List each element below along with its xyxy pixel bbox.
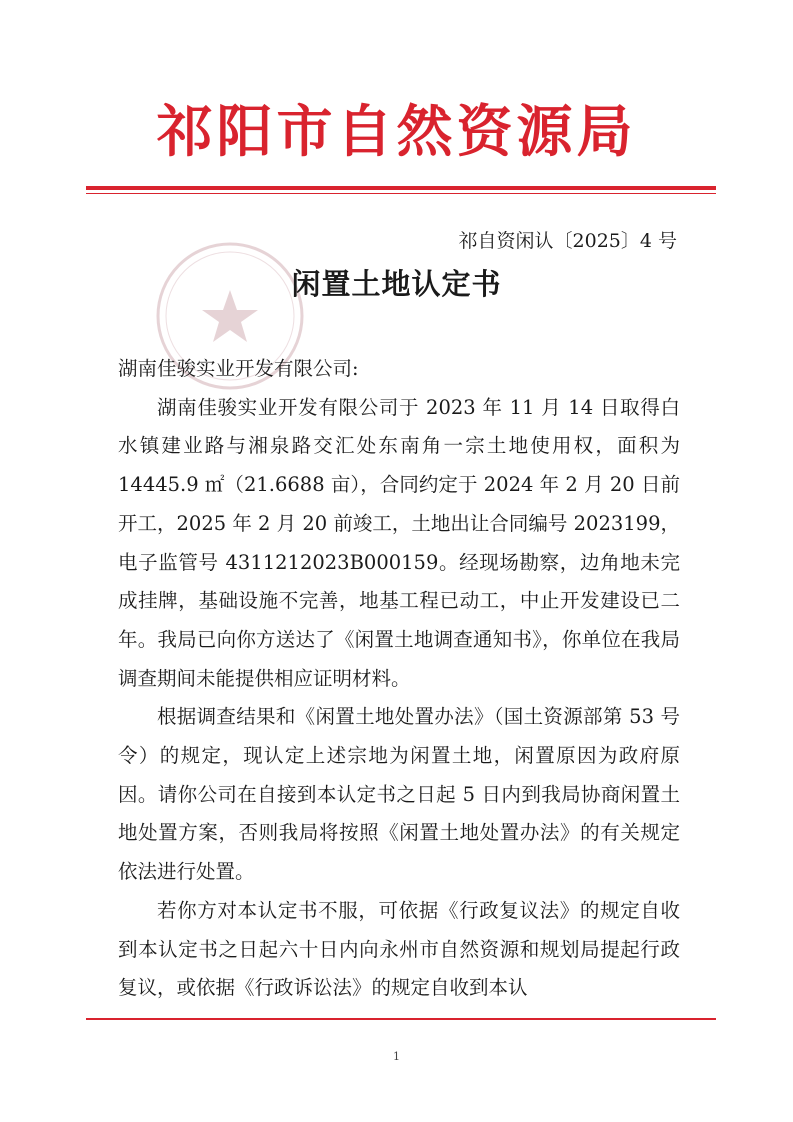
document-body [118, 350, 680, 1008]
document-title: 闲置土地认定书 [291, 267, 502, 301]
salutation: 湖南佳骏实业开发有限公司: [118, 357, 359, 380]
body-paragraph: 根据调查结果和《闲置土地处置办法》（国土资源部第 53 号令）的规定，现认定上述宗地为闲置土地，闲置原因为政府原因。请你公司在自接到本认定书之日起 5 日内到我局协商闲置土地处置方案，否则我局将按照《闲置土地处置办法》的有关规定依法进行处置。 [118, 705, 680, 884]
body-paragraph: 若你方对本认定书不服，可依据《行政复议法》的规定自收到本认定书之日起六十日内向永州市自然资源和规划局提起行政复议，或依据《行政诉讼法》的规定自收到本认 [118, 898, 680, 1000]
document-number: 祁自资闲认〔2025〕4 号 [458, 230, 677, 252]
masthead-rule-thick [86, 186, 716, 190]
agency-masthead: 祁阳市自然资源局 [156, 100, 637, 165]
page-number: 1 [393, 1050, 400, 1063]
body-paragraph: 湖南佳骏实业开发有限公司于 2023 年 11 月 14 日取得白水镇建业路与湘泉路交汇处东南角一宗土地使用权，面积为 14445.9 ㎡（21.6688 亩），合同约定于 2024 年 2 月 20 日前开工，2025 年 2 月 20 前竣工，土地出让合同编号 2023199，电子监管号 4311212023B000159。经现场勘察，边角地未完成挂牌，基础设施不完善，地基工程已动工，中止开发建设已二年。我局已向你方送达了《闲置土地调查通知书》，你单位在我局调查期间未能提供相应证明材料。 [118, 395, 680, 690]
footer-rule [86, 1018, 716, 1020]
masthead-rule-thin [86, 193, 716, 194]
